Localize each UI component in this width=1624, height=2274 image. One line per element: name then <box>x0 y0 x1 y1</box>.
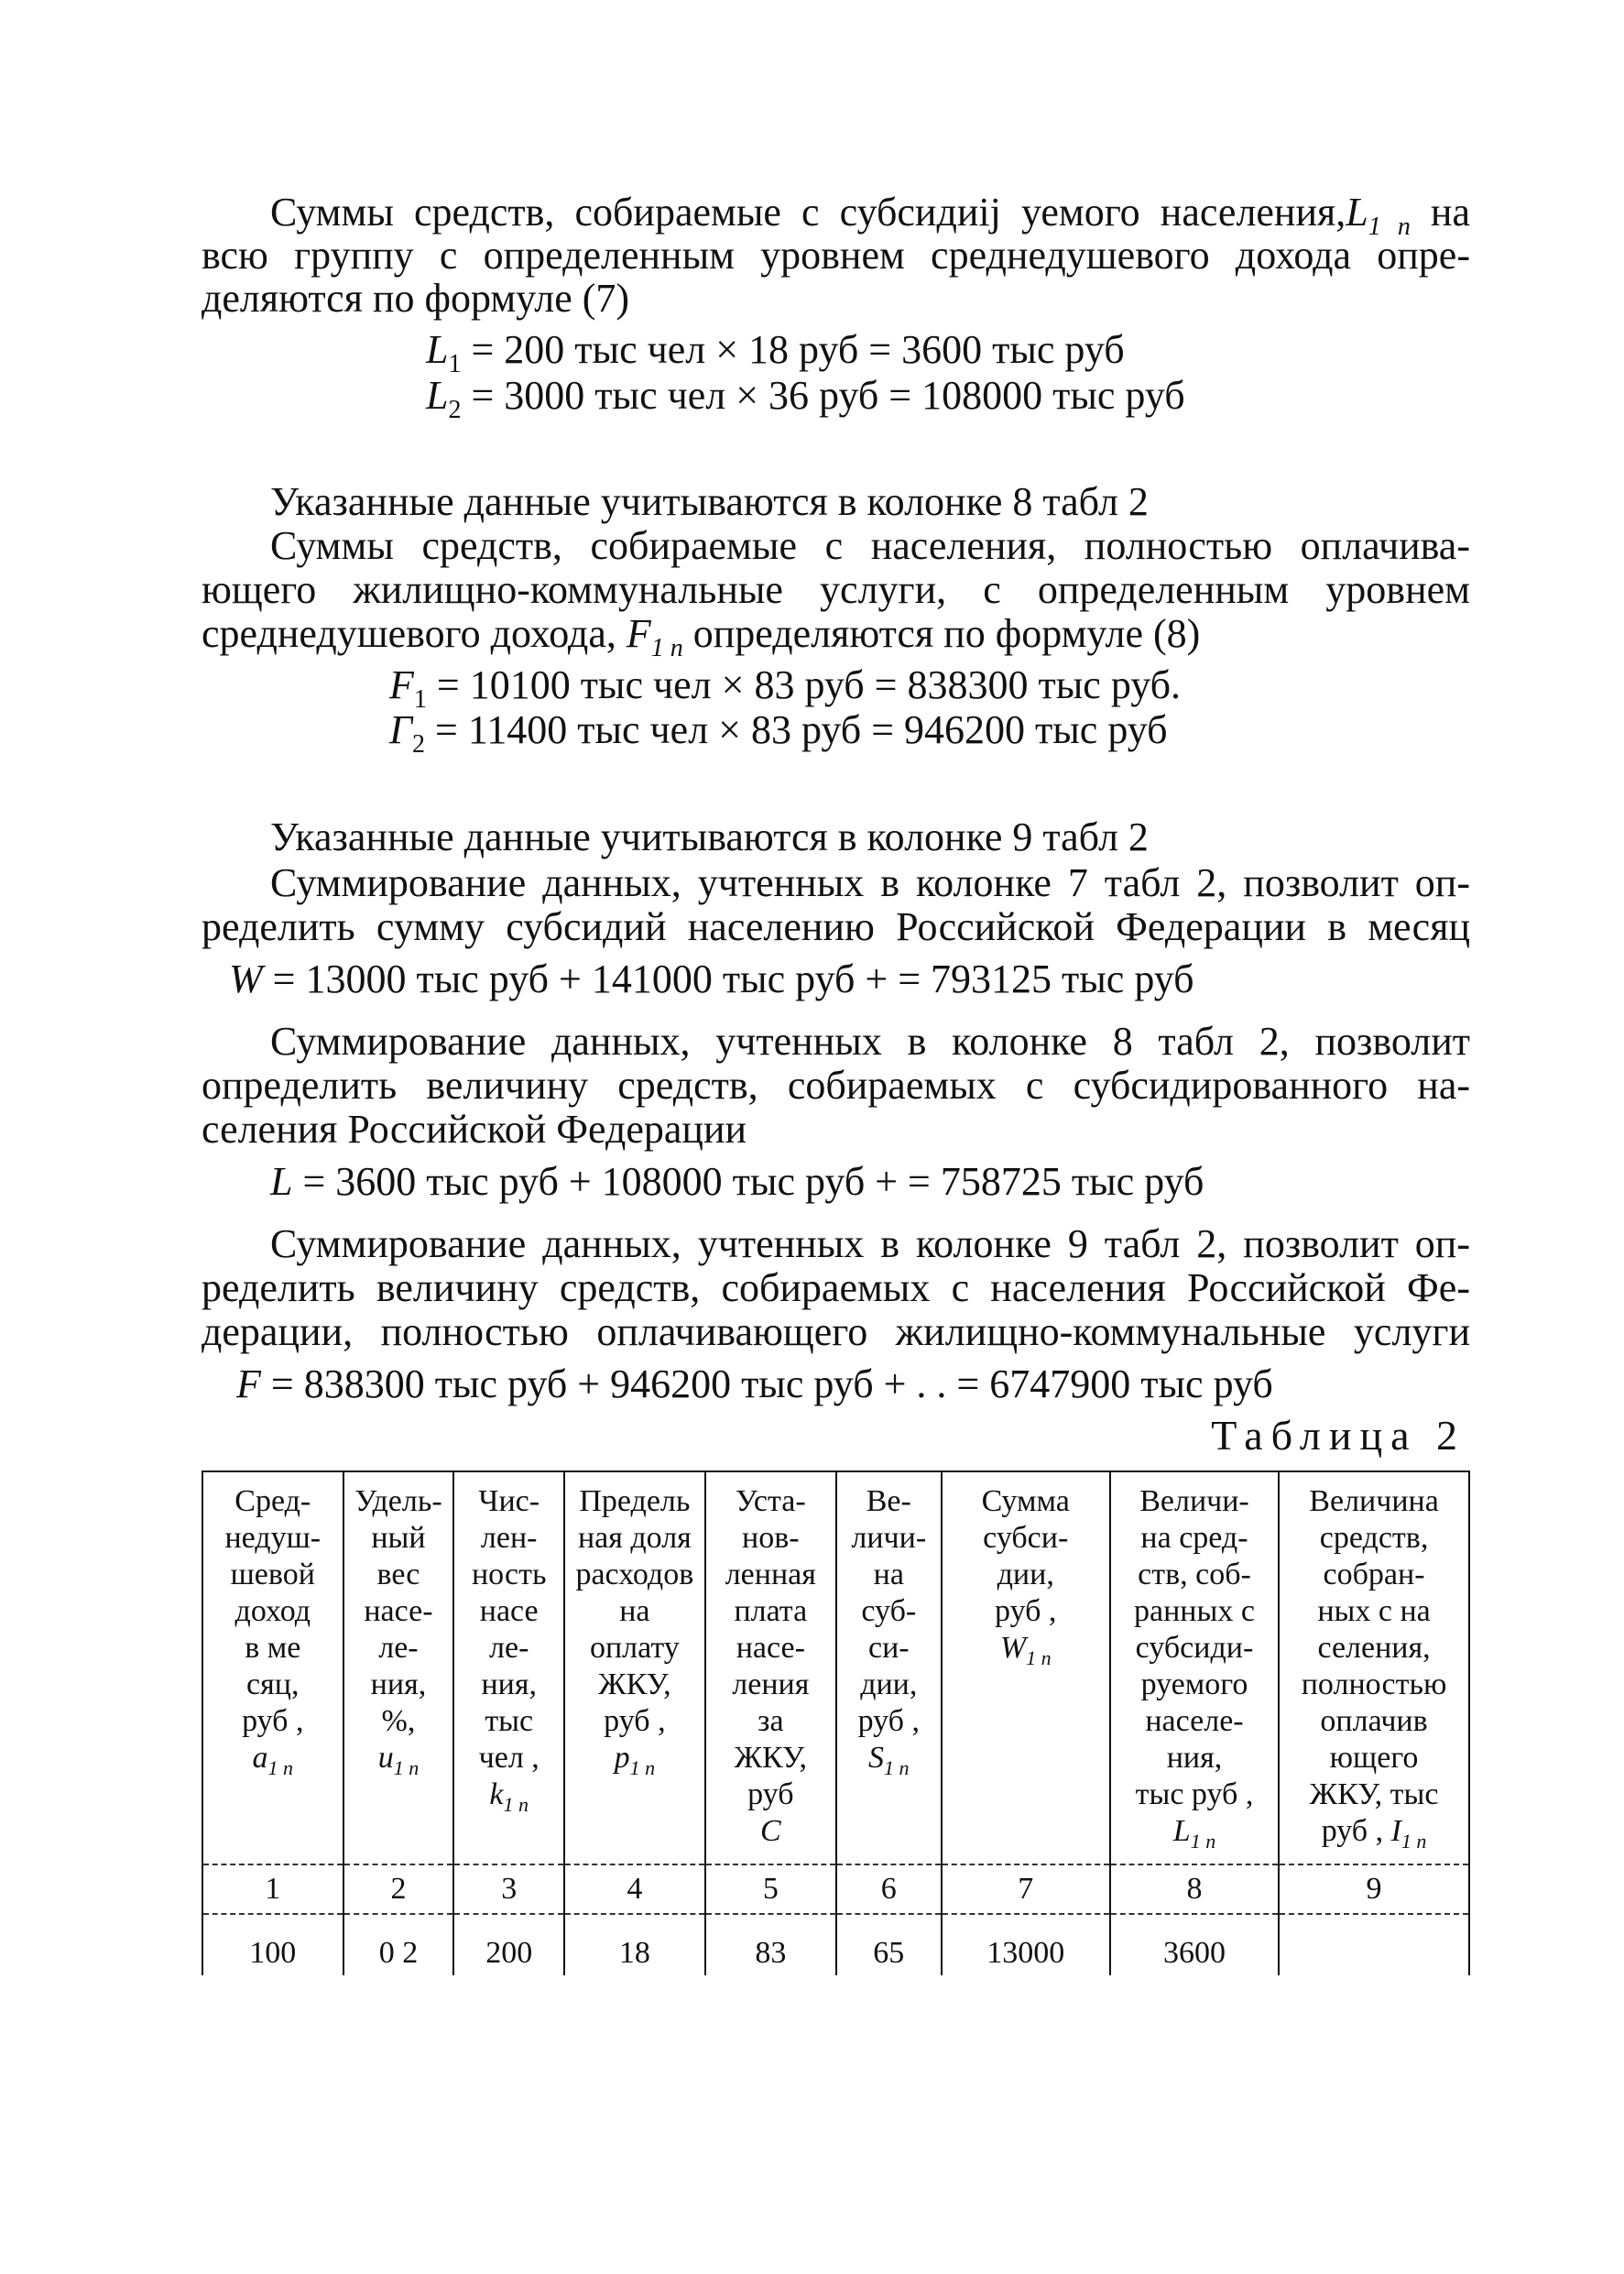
paragraph-line: селения Российской Федерации <box>202 1107 747 1152</box>
formula-L: L = 3600 тыс руб + 108000 тыс руб + = 758725 тыс руб <box>270 1159 1204 1204</box>
column-header-5: Уста- нов- ленная плата насе- ления за ЖКУ, руб C <box>705 1471 836 1864</box>
column-header-9: Величина средств, собран- ных с на селения, полностью оплачив ющего ЖКУ, тыс руб , $I_{1 n}$ <box>1279 1471 1469 1864</box>
column-number: 8 <box>1110 1864 1279 1914</box>
table-cell: 0 2 <box>343 1914 454 1975</box>
column-header-4: Предель ная доля расходов на оплату ЖКУ, руб , $p_{1 n}$ <box>564 1471 705 1864</box>
paragraph-line: Суммы средств, собираемые с субсидиij уемого $населения,L_{1 n}$ на <box>270 190 1471 241</box>
paragraph-line: ределить сумму субсидий населению Российской Федерации в месяц <box>202 904 1470 949</box>
table-cell: 200 <box>453 1914 564 1975</box>
paragraph-line: ределить величину средств, собираемых с населения Российской Фе- <box>202 1265 1470 1310</box>
column-number: 9 <box>1279 1864 1469 1914</box>
paragraph-line: Суммирование данных, учтенных в колонке 7 табл 2, позволит оп- <box>270 860 1470 905</box>
table-2 <box>202 1470 1470 1975</box>
paragraph-line: Указанные данные учитываются в колонке 9 табл 2 <box>270 814 1149 859</box>
paragraph-line: дерации, полностью оплачивающего жилищно-коммунальные услуги <box>202 1309 1470 1354</box>
column-number: 3 <box>453 1864 564 1914</box>
paragraph-line: Указанные данные учитываются в колонке 8 табл 2 <box>270 479 1149 524</box>
paragraph-line: всю группу с определенным уровнем среднедушевого дохода опре- <box>202 233 1470 278</box>
table-cell: 83 <box>705 1914 836 1975</box>
paragraph-line: деляются по формуле (7) <box>202 276 630 321</box>
paragraph-line: Суммирование данных, учтенных в колонке 8 табл 2, позволит <box>270 1019 1470 1064</box>
table-row <box>202 1914 1469 1975</box>
column-number: 7 <box>942 1864 1110 1914</box>
table-cell <box>1279 1914 1469 1975</box>
column-number: 2 <box>343 1864 454 1914</box>
table-cell: 13000 <box>942 1914 1110 1975</box>
table-caption: Таблица 2 <box>1211 1412 1466 1459</box>
table-cell: 3600 <box>1110 1914 1279 1975</box>
paragraph-line: среднедушевого дохода, $F_{1 n}$ определяются по формуле (8) <box>202 611 1201 662</box>
table-header-row <box>202 1471 1469 1864</box>
table-cell: 18 <box>564 1914 705 1975</box>
table-row <box>202 1864 1469 1914</box>
formula-L2: $L_2 = 3000$ тыс чел × 36 руб = 108000 тыс руб <box>426 373 1185 424</box>
paragraph-line: Суммирование данных, учтенных в колонке 9 табл 2, позволит оп- <box>270 1221 1470 1266</box>
table-cell: 65 <box>836 1914 942 1975</box>
column-header-7: Сумма субси- дии, руб , $W_{1 n}$ <box>942 1471 1110 1864</box>
paragraph-line: определить величину средств, собираемых с субсидированного на- <box>202 1063 1470 1108</box>
formula-F2: $Г_2 = 11400$ тыс чел × 83 руб = 946200 тыс руб <box>389 707 1168 759</box>
paragraph-line: Суммы средств, собираемые с населения, полностью оплачива- <box>270 523 1470 568</box>
column-header-3: Чис- лен- ность насе ле- ния, тыс чел , $k_{1 n}$ <box>453 1471 564 1864</box>
column-number: 6 <box>836 1864 942 1914</box>
column-header-1: Сред- недуш- шевой доход в ме сяц, руб , $a_{1 n}$ <box>202 1471 343 1864</box>
column-header-6: Ве- личи- на суб- си- дии, руб , $S_{1 n}$ <box>836 1471 942 1864</box>
formula-F: F = 838300 тыс руб + 946200 тыс руб + . . = 6747900 тыс руб <box>236 1361 1273 1406</box>
column-header-2: Удель- ный вес насе- ле- ния, %, $u_{1 n}$ <box>343 1471 454 1864</box>
table-cell: 100 <box>202 1914 343 1975</box>
formula-W: W = 13000 тыс руб + 141000 тыс руб + = 793125 тыс руб <box>229 957 1194 1001</box>
column-number: 5 <box>705 1864 836 1914</box>
formula-F1: $F_1 = 10100$ тыс чел × 83 руб = 838300 тыс руб. <box>389 662 1182 714</box>
column-number: 1 <box>202 1864 343 1914</box>
paragraph-line: ющего жилищно-коммунальные услуги, с определенным уровнем <box>202 567 1470 612</box>
column-number: 4 <box>564 1864 705 1914</box>
formula-L1: $L_1 = 200$ тыс чел × 18 руб = 3600 тыс руб <box>426 327 1125 378</box>
column-header-8: Величи- на сред- ств, соб- ранных с субсиди- руемого населе- ния, тыс руб , $L_{1 n}$ <box>1110 1471 1279 1864</box>
